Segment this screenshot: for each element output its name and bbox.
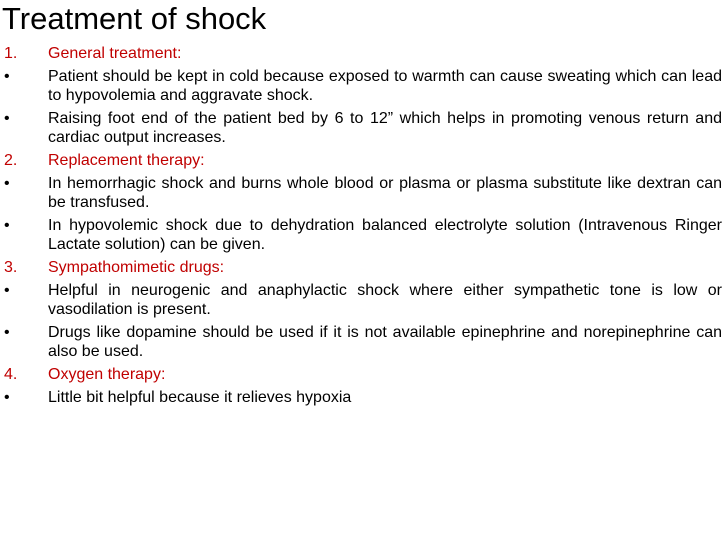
list-heading-text: General treatment: [48, 45, 182, 62]
list-item-text: In hemorrhagic shock and burns whole blood or plasma or plasma substitute like dextran can be transfused. [48, 175, 722, 211]
content-list [0, 44, 722, 411]
list-item [0, 388, 722, 407]
bullet-marker: • [4, 110, 10, 127]
list-item [0, 281, 722, 319]
bullet-marker: • [4, 324, 10, 341]
list-heading-text: Replacement therapy: [48, 152, 205, 169]
list-item-text: Helpful in neurogenic and anaphylactic shock where either sympathetic tone is low or vasodilation is present. [48, 282, 722, 318]
list-item-text: In hypovolemic shock due to dehydration balanced electrolyte solution (Intravenous Ringer Lactate solution) can be given. [48, 217, 722, 253]
bullet-marker: • [4, 389, 10, 406]
list-item-heading-general-treatment [0, 44, 722, 63]
list-item-text: Drugs like dopamine should be used if it is not available epinephrine and norepinephrine can also be used. [48, 324, 722, 360]
list-item [0, 174, 722, 212]
bullet-marker: • [4, 282, 10, 299]
list-item-heading-replacement-therapy [0, 151, 722, 170]
list-item [0, 216, 722, 254]
bullet-marker: • [4, 217, 10, 234]
list-heading-text: Sympathomimetic drugs: [48, 259, 225, 276]
bullet-marker: • [4, 68, 10, 85]
slide-title: Treatment of shock [2, 1, 267, 36]
list-item-text: Patient should be kept in cold because exposed to warmth can cause sweating which can lead to hypovolemia and aggravate shock. [48, 68, 722, 104]
list-item-heading-oxygen-therapy [0, 365, 722, 384]
list-number: 4. [4, 366, 18, 383]
list-item [0, 67, 722, 105]
list-item-heading-sympathomimetic-drugs [0, 258, 722, 277]
list-item-text: Raising foot end of the patient bed by 6 to 12” which helps in promoting venous return and cardiac output increases. [48, 110, 722, 146]
list-number: 3. [4, 259, 18, 276]
list-number: 1. [4, 45, 18, 62]
list-item [0, 109, 722, 147]
list-item [0, 323, 722, 361]
list-number: 2. [4, 152, 18, 169]
list-heading-text: Oxygen therapy: [48, 366, 166, 383]
list-item-text: Little bit helpful because it relieves hypoxia [48, 389, 352, 406]
bullet-marker: • [4, 175, 10, 192]
